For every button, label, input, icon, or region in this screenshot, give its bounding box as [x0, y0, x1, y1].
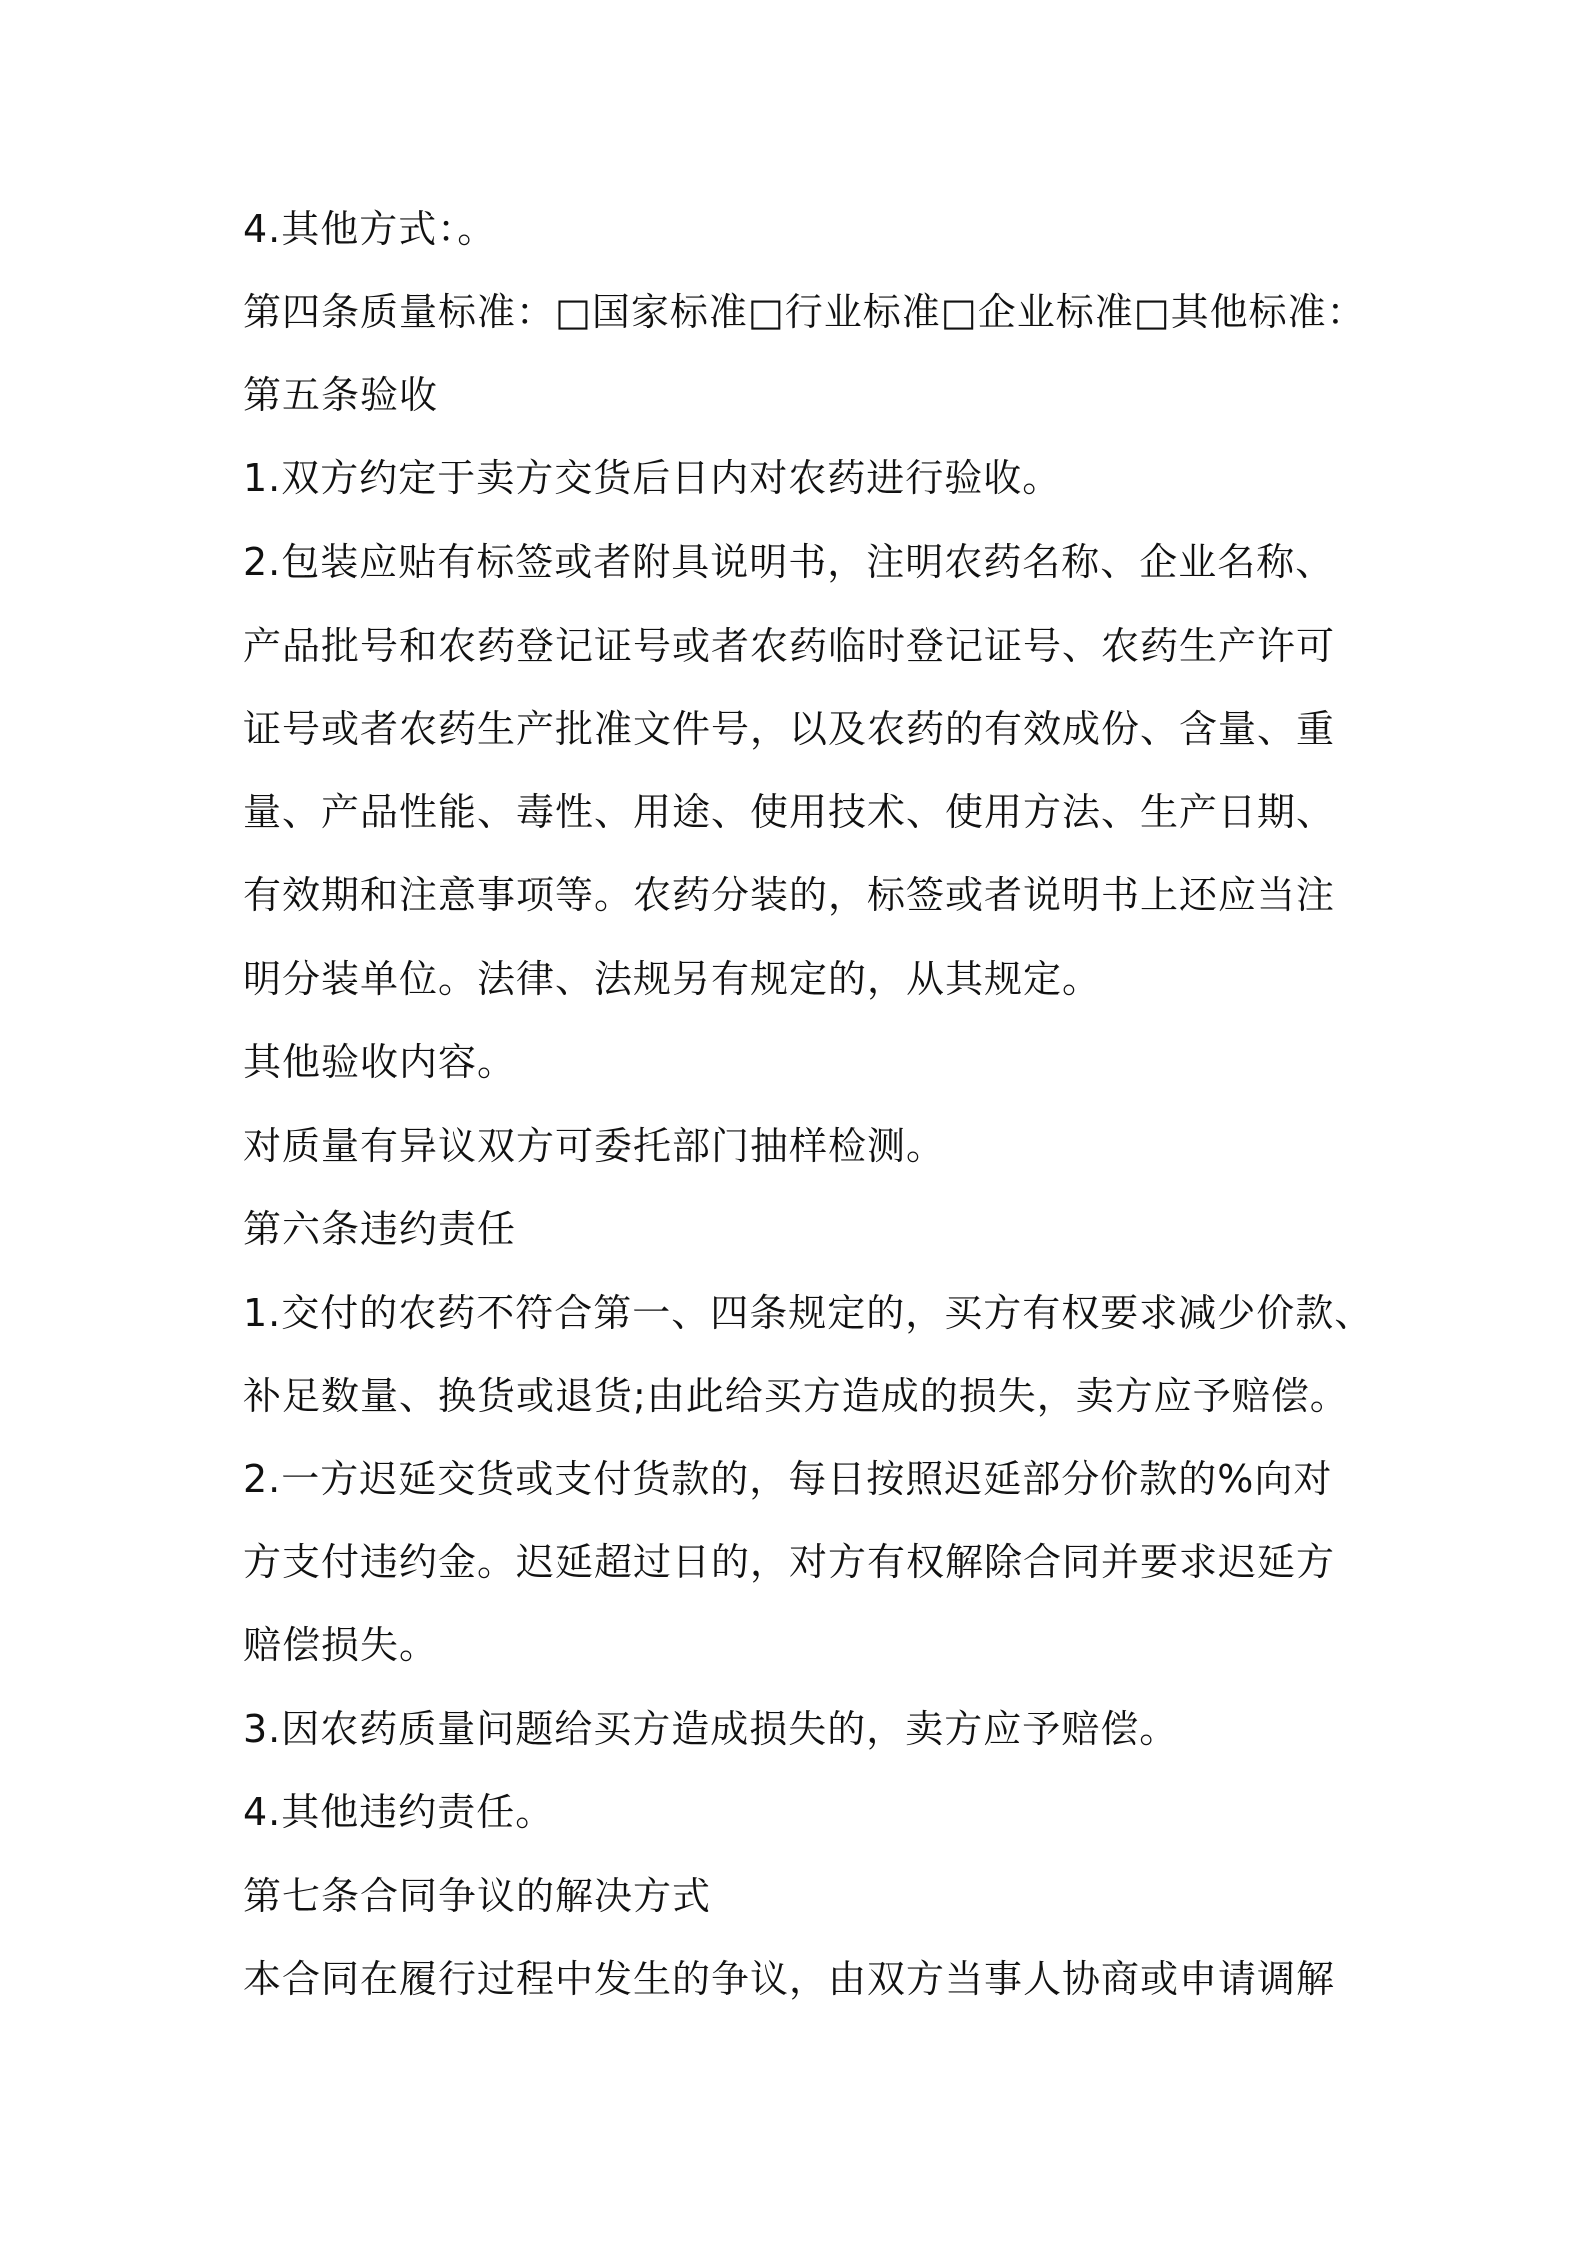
text-line: 明分装单位。法律、法规另有规定的，从其规定。 — [243, 957, 1102, 1001]
text-line: 量、产品性能、毒性、用途、使用技术、使用方法、生产日期、 — [243, 790, 1336, 834]
article-5-heading: 第五条验收 — [243, 373, 439, 417]
text-line-other-method: 4.其他方式：。 — [243, 207, 497, 251]
text-line: 有效期和注意事项等。农药分装的，标签或者说明书上还应当注 — [243, 873, 1336, 917]
article-4-quality-standard: 第四条质量标准：□国家标准□行业标准□企业标准□其他标准： — [243, 290, 1366, 334]
article-7-heading: 第七条合同争议的解决方式 — [243, 1874, 712, 1918]
text-line: 本合同在履行过程中发生的争议，由双方当事人协商或申请调解 — [243, 1957, 1336, 2001]
text-line: 方支付违约金。迟延超过日的，对方有权解除合同并要求迟延方 — [243, 1540, 1336, 1584]
text-line: 2.一方迟延交货或支付货款的，每日按照迟延部分价款的%向对 — [243, 1457, 1333, 1501]
text-line: 赔偿损失。 — [243, 1623, 439, 1667]
text-line: 产品批号和农药登记证号或者农药临时登记证号、农药生产许可 — [243, 624, 1336, 668]
text-line: 证号或者农药生产批准文件号，以及农药的有效成份、含量、重 — [243, 707, 1336, 751]
text-line: 补足数量、换货或退货;由此给买方造成的损失，卖方应予赔偿。 — [243, 1374, 1349, 1418]
text-line: 1.交付的农药不符合第一、四条规定的，买方有权要求减少价款、 — [243, 1291, 1374, 1335]
text-line: 对质量有异议双方可委托部门抽样检测。 — [243, 1124, 946, 1168]
text-line: 2.包装应贴有标签或者附具说明书，注明农药名称、企业名称、 — [243, 540, 1335, 584]
text-line: 1.双方约定于卖方交货后日内对农药进行验收。 — [243, 456, 1062, 500]
article-6-heading: 第六条违约责任 — [243, 1207, 517, 1251]
text-line: 3.因农药质量问题给买方造成损失的，卖方应予赔偿。 — [243, 1707, 1179, 1751]
text-line: 4.其他违约责任。 — [243, 1790, 555, 1834]
text-line: 其他验收内容。 — [243, 1040, 517, 1084]
